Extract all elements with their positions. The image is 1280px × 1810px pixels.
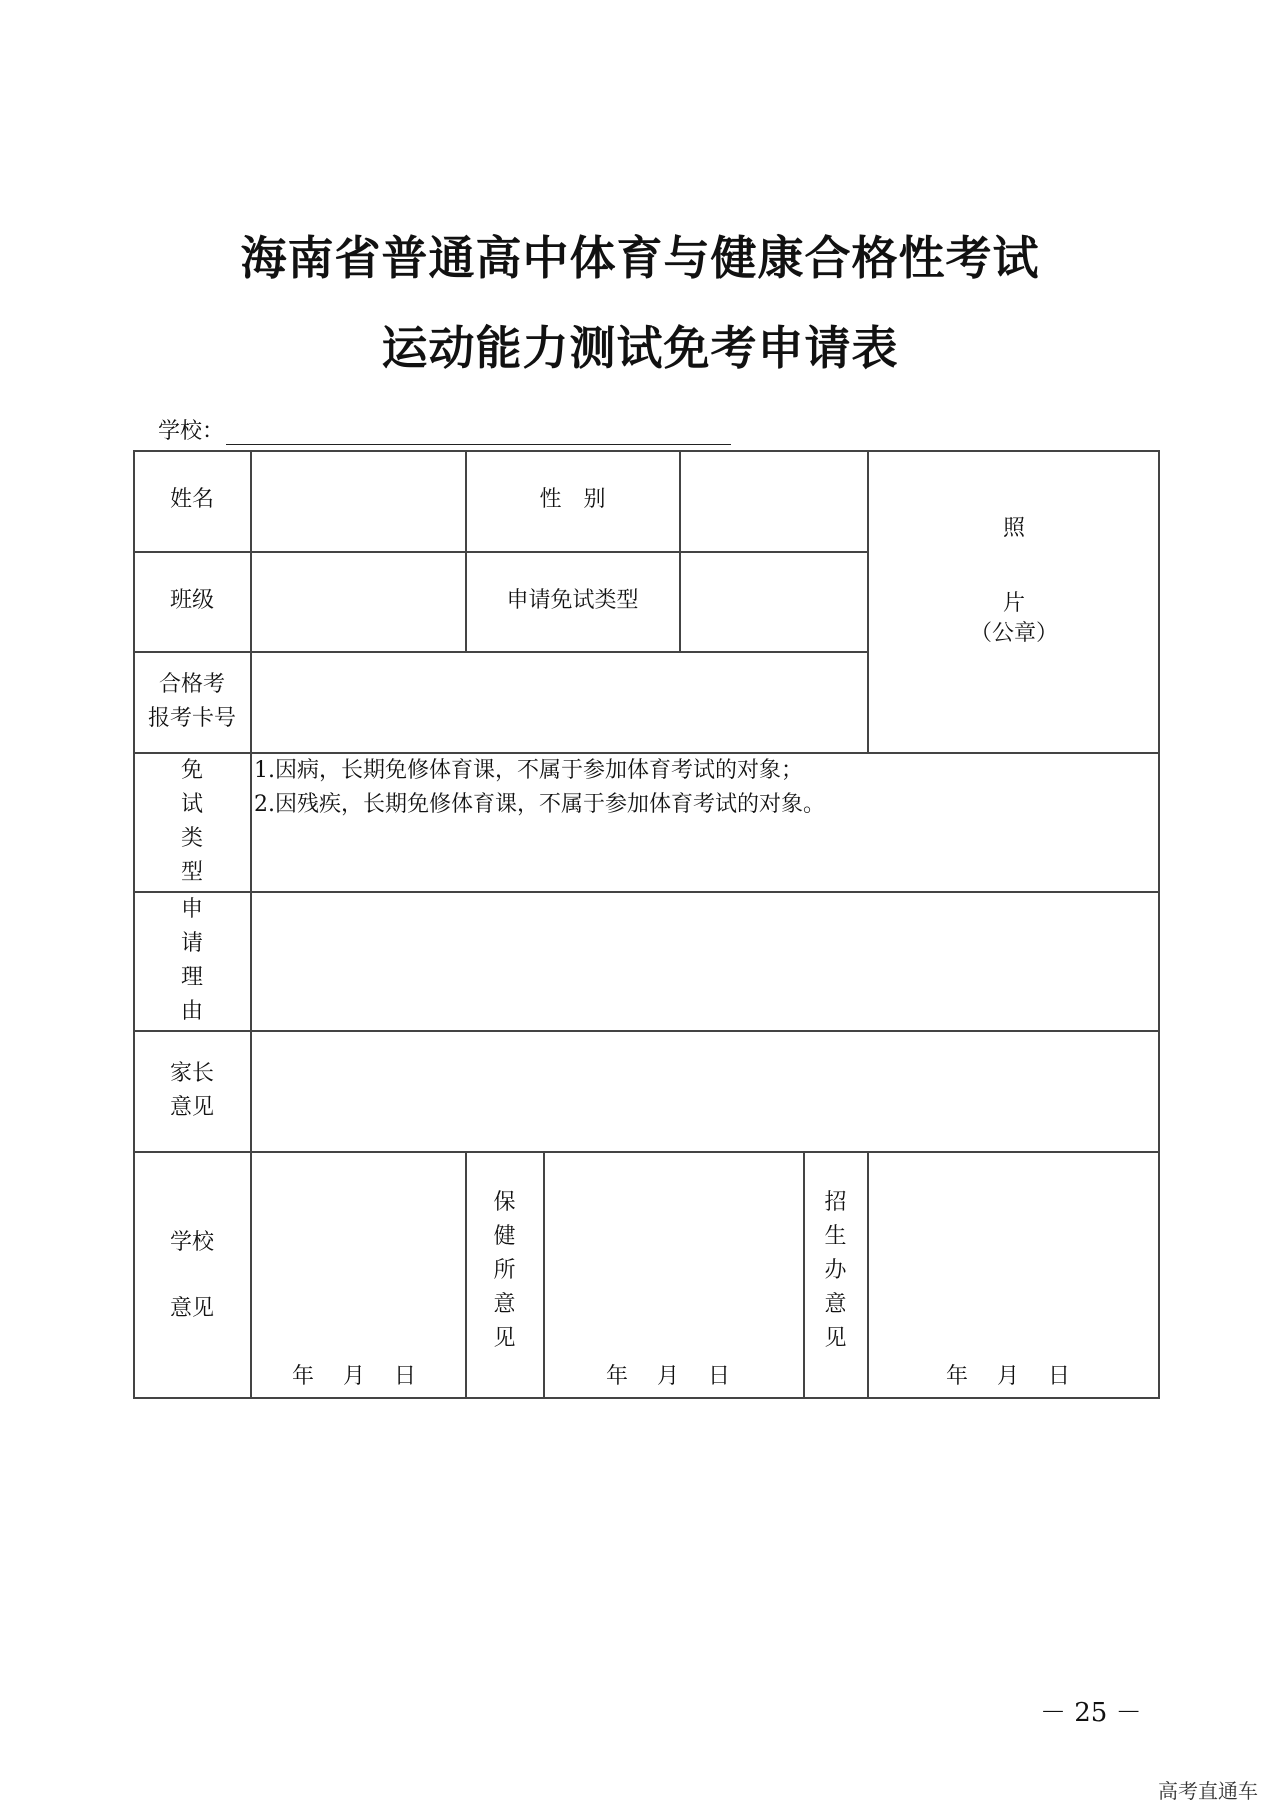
form-title-line-1: 海南省普通高中体育与健康合格性考试 [240,231,1040,285]
school-opinion-label [133,1152,251,1399]
reason-char: 理 [180,965,203,990]
parent-opinion-field[interactable] [252,1032,1158,1151]
name-label: 姓名 [169,487,214,513]
type-label [133,753,251,891]
school-opinion-label-1: 学校 [169,1229,214,1255]
school-label: 学校： [158,419,225,444]
exempt-type-field[interactable] [681,553,867,651]
admission-char: 办 [824,1258,847,1283]
clinic-char: 所 [493,1258,516,1283]
form-title-line-2: 运动能力测试免考申请表 [381,321,899,375]
school-opinion-date: 年 月 日 [292,1364,416,1389]
type-option-2[interactable]: 2.因残疾，长期免修体育课，不属于参加体育考试的对象。 [254,792,825,817]
exam-card-label [133,652,251,752]
reason-char: 由 [180,999,203,1024]
class-label: 班级 [169,588,214,614]
school-field [158,414,731,445]
type-option-1[interactable]: 1.因病，长期免修体育课，不属于参加体育考试的对象； [254,758,803,783]
photo-label-1: 照 [1002,515,1025,541]
parent-label-1: 家长 [169,1061,214,1086]
admission-char: 生 [824,1224,847,1249]
school-opinion-label-2: 意见 [169,1295,214,1321]
name-field[interactable] [252,452,465,551]
type-char: 型 [180,860,203,885]
photo-area[interactable] [869,452,1159,752]
exempt-type-label: 申请免试类型 [506,588,639,614]
gender-field[interactable] [681,452,867,551]
admission-opinion-date: 年 月 日 [946,1364,1070,1389]
exam-card-label-2: 报考卡号 [147,706,236,731]
photo-label-2: 片 [1002,590,1025,616]
clinic-char: 见 [493,1326,516,1351]
exam-card-field[interactable] [252,653,867,752]
watermark: 高考直通车 [1158,1779,1258,1803]
clinic-char: 保 [493,1190,516,1215]
school-input-line[interactable] [226,420,731,445]
clinic-opinion-label [466,1152,543,1360]
clinic-char: 意 [493,1292,516,1317]
admission-char: 见 [824,1326,847,1351]
reason-char: 请 [180,931,203,956]
clinic-opinion-date: 年 月 日 [606,1364,730,1389]
admission-opinion-label [804,1152,867,1360]
parent-opinion-label [133,1031,251,1151]
reason-char: 申 [180,897,203,922]
reason-field[interactable] [252,893,1158,1030]
admission-char: 意 [824,1292,847,1317]
exam-card-label-1: 合格考 [158,672,225,697]
photo-seal-label: （公章） [969,621,1058,647]
type-char: 免 [180,758,203,783]
gender-label: 性 别 [539,487,606,513]
type-options [252,754,1158,891]
class-field[interactable] [252,553,465,651]
reason-label [133,892,251,1030]
admission-char: 招 [824,1190,847,1215]
type-char: 试 [180,792,203,817]
page-number: － 25 － [1040,1698,1142,1728]
clinic-char: 健 [493,1224,516,1249]
type-char: 类 [180,826,203,851]
parent-label-2: 意见 [169,1095,214,1120]
